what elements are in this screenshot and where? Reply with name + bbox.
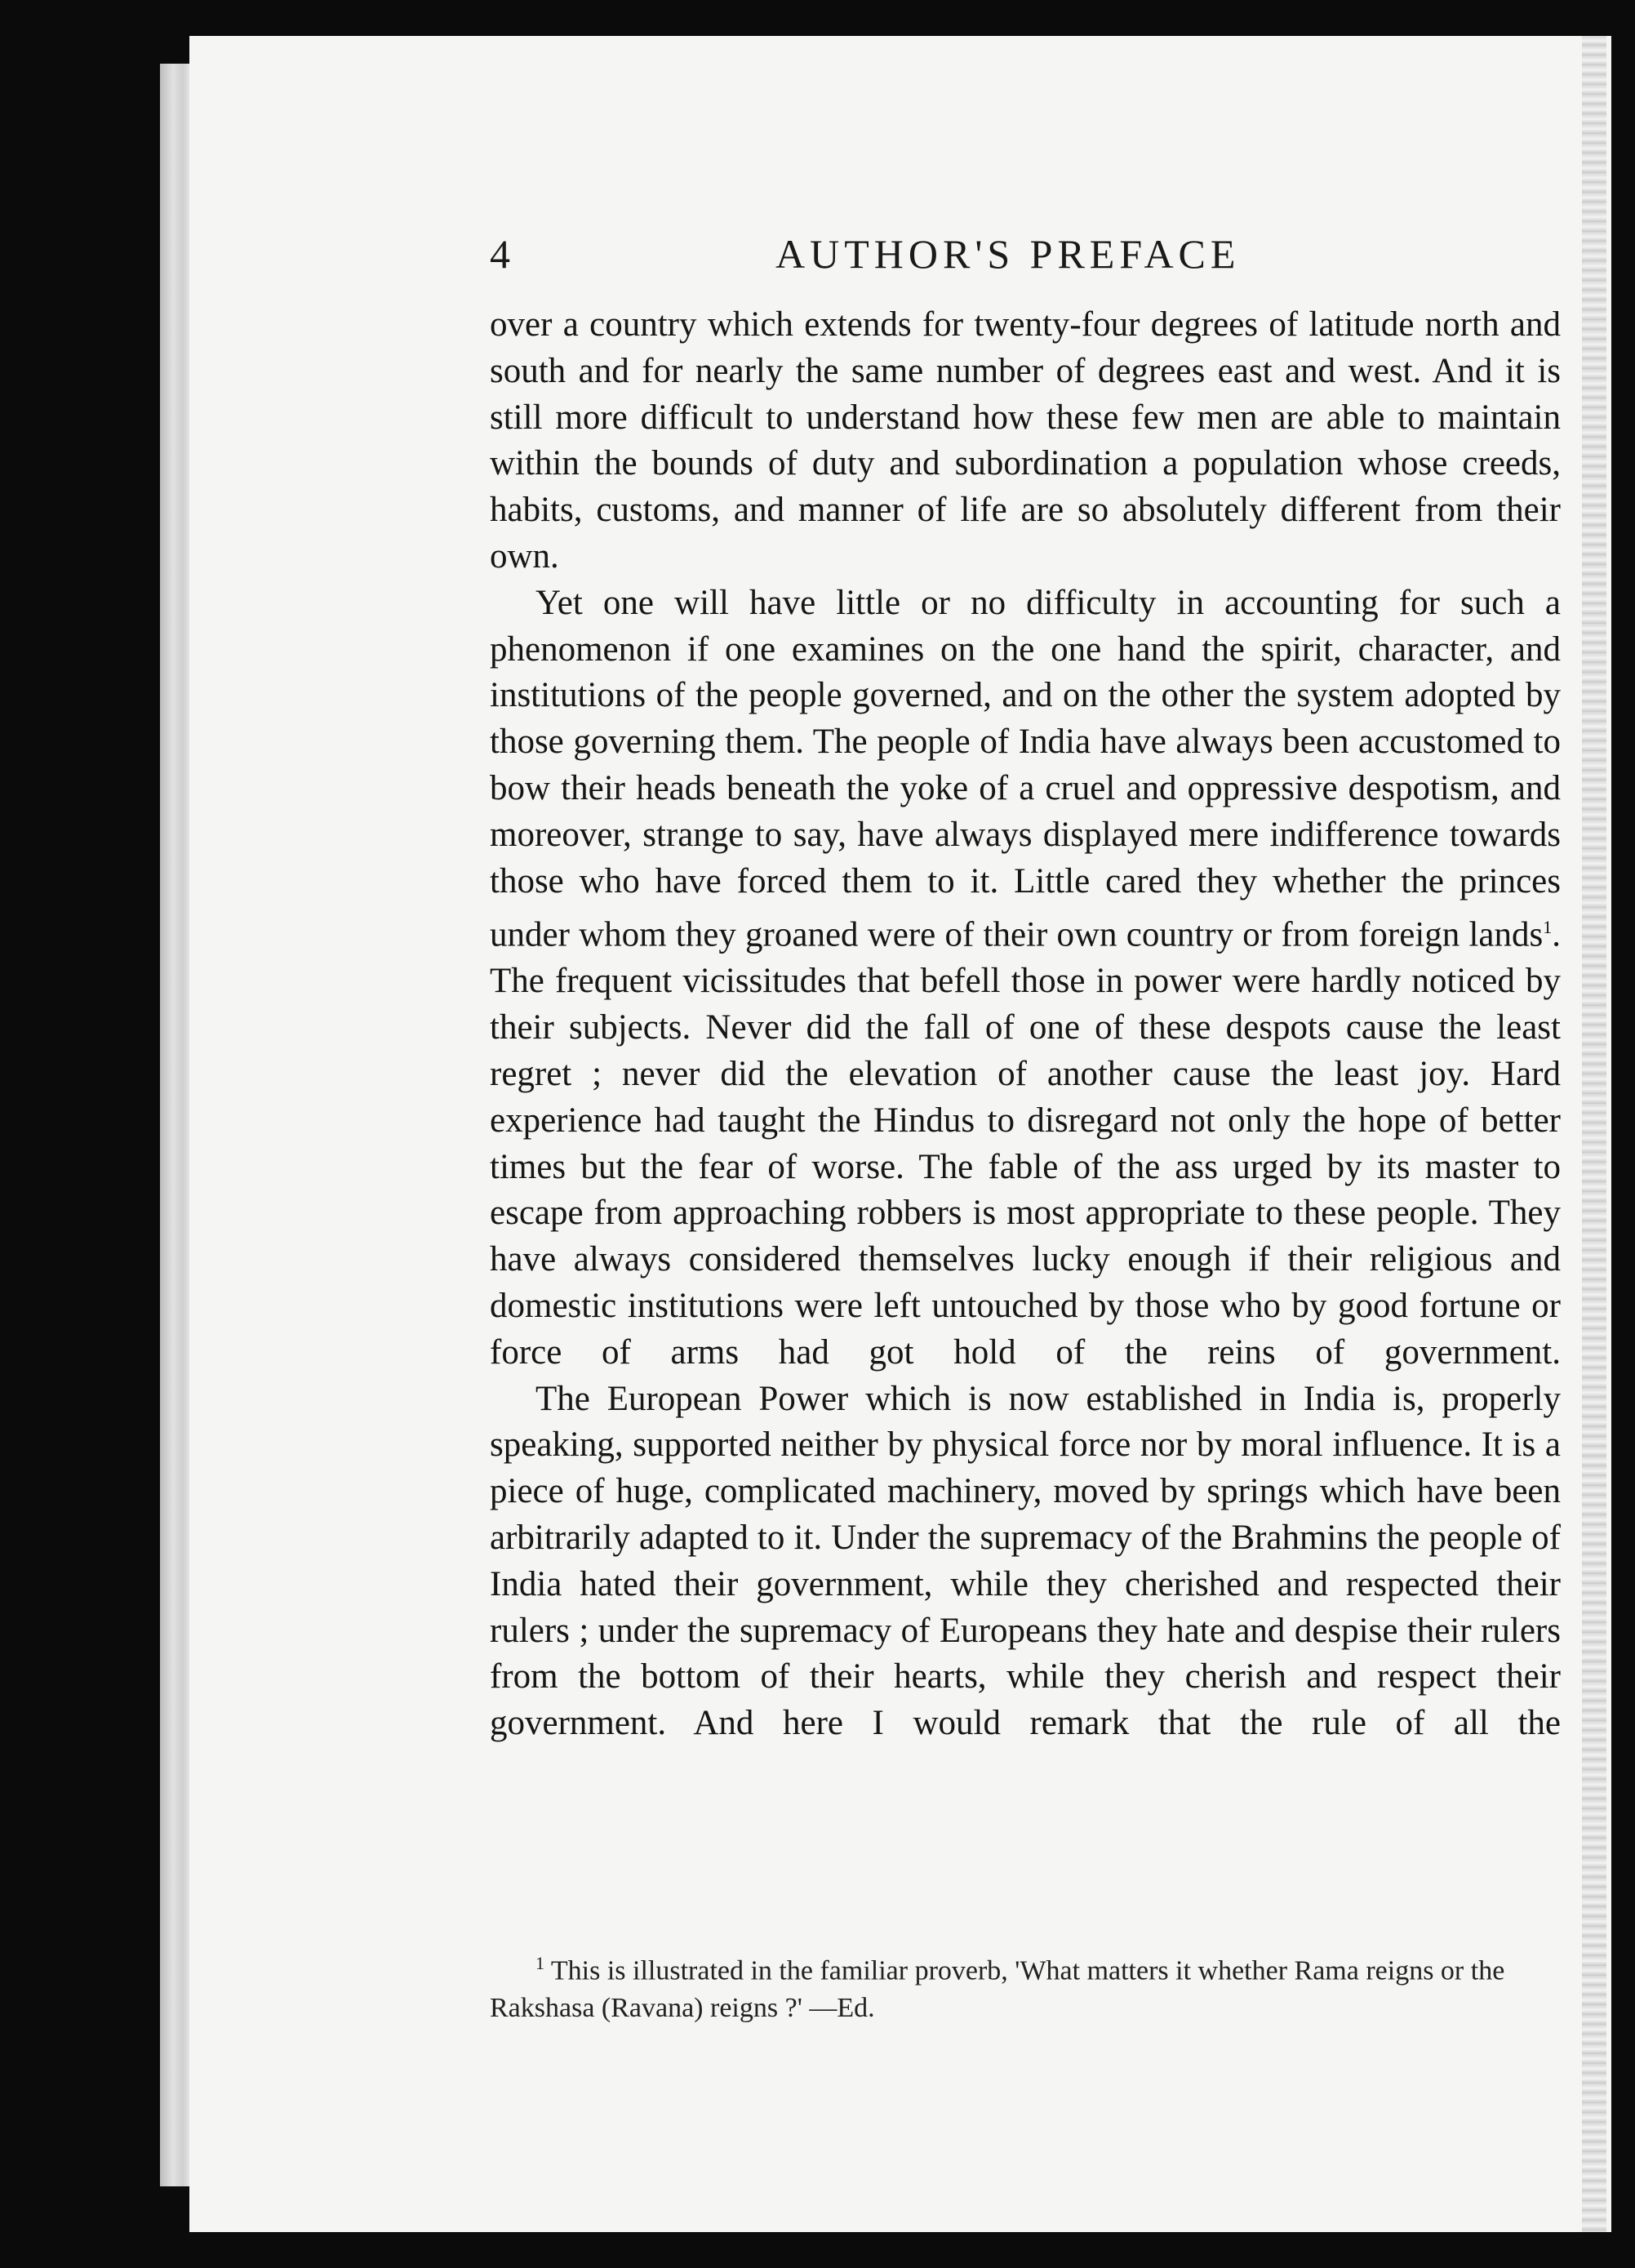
page-binding-edge: [1582, 36, 1606, 2232]
paragraph-2: Yet one will have little or no difficulty in accounting for such a phenomenon if one examines on the one hand the spirit, character, and institutions of the people governed, and on the other the system adopted by those governing them. The people of India have always been accustomed to bow their heads beneath the yoke of a cruel and oppressive despotism, and moreover, strange to say, have always displayed mere indifference towards those who have forced them to it. Little cared they whether the princes under whom they groaned were of their own country or from foreign lands$^1$. The frequent vicissitudes that befell those in power were hardly noticed by their subjects. Never did the fall of one of these despots cause the least regret ; never did the elevation of another cause the least joy. Hard experience had taught the Hindus to disregard not only the hope of better times but the fear of worse. The fable of the ass urged by its master to escape from approaching robbers is most appropriate to these people. They have always considered themselves lucky enough if their religious and domestic institutions were left untouched by those who by good fortune or force of arms had got hold of the reins of government.: [490, 583, 1561, 1372]
paragraph-3-text: The European Power which is now established in India is, properly speaking, supported neither by physical force nor by moral influence. It is a piece of huge, complicated machinery, moved by springs which have been arbitrarily adapted to it. Under the supremacy of the Brahmins the people of India hated their government, while they cherished and respected their rulers ; under the supremacy of Europeans they hate and despise their rulers from the bottom of their hearts, while they cherish and respect their government. And here I would remark that the rule of all the: [490, 1379, 1561, 1743]
paragraph-2-continued: The frequent vicissitudes that befell those in power were hardly noticed by their subjects. Never did the fall of one of these despots cause the least regret ; never did the elevation of another cause the least joy. Hard experience had taught the Hindus to disregard not only the hope of better times but the fear of worse. The fable of the ass urged by its master to escape from approaching robbers is most appropriate to these people. They have always considered themselves lucky enough if their religious and domestic institutions were left untouched by those who by good fortune or force of arms had got hold of the reins of government.: [490, 962, 1561, 1372]
footnote-marker: 1: [535, 1953, 544, 1973]
running-head-title: AUTHOR'S PREFACE: [775, 231, 1241, 277]
paragraph-1-text: over a country which extends for twenty-four degrees of latitude north and south and for nearly the same number of degrees east and west. And it is still more difficult to understand how these few men are able to maintain within the bounds of duty and subordination a population whose creeds, habits, customs, and manner of life are so absolutely different from their own.: [490, 305, 1561, 576]
footnote-reference: 1: [1543, 917, 1553, 938]
footnote: [490, 1945, 1561, 2027]
page-stack-edge: [160, 64, 193, 2186]
paragraph-1: [490, 302, 1561, 580]
footnote-text: This is illustrated in the familiar proverb, 'What matters it whether Rama reigns or the Rakshasa (Ravana) reigns ?' —Ed.: [490, 1955, 1505, 2024]
paragraph-2-text: Yet one will have little or no difficulty in accounting for such a phenomenon if one examines on the one hand the spirit, character, and institutions of the people governed, and on the other the system adopted by those governing them. The people of India have always been accustomed to bow their heads beneath the yoke of a cruel and oppressive despotism, and moreover, strange to say, have always displayed mere indifference towards those who have forced them to it. Little cared they whether the princes under whom they groaned were of their own country or from foreign lands: [490, 583, 1561, 954]
paragraph-3: [490, 1376, 1561, 1747]
page-number: 4: [490, 231, 510, 277]
body-text: [490, 302, 1561, 1747]
